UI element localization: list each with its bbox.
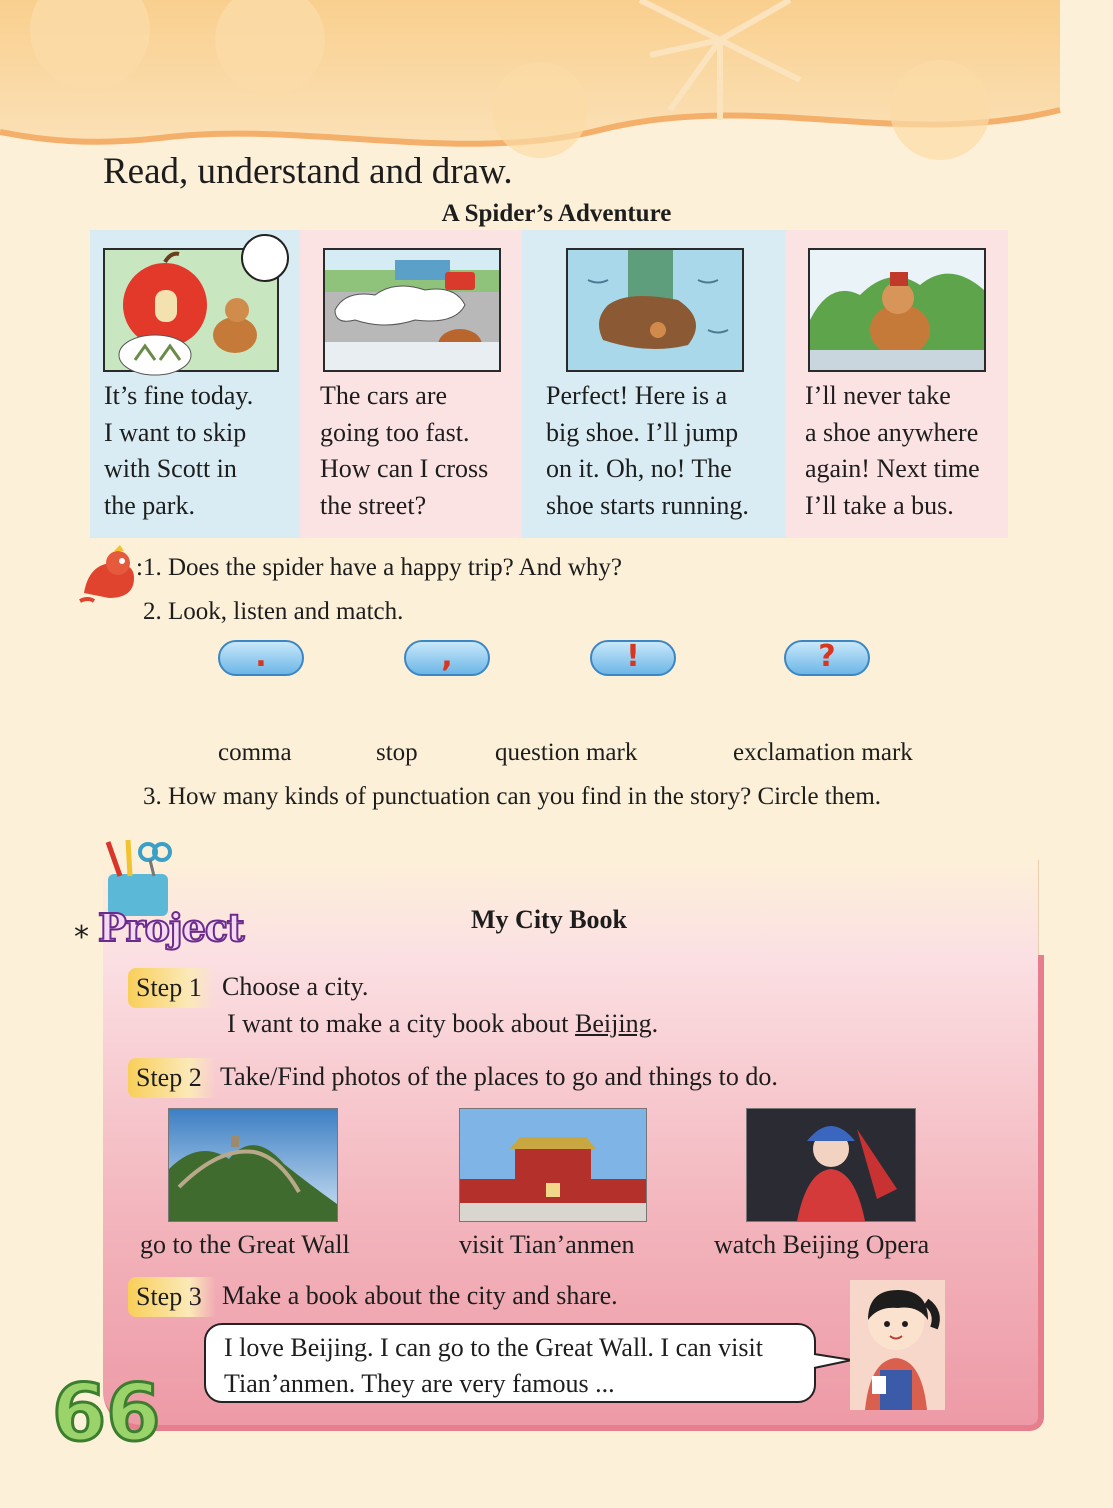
step-1-text: Choose a city. xyxy=(222,972,369,1001)
panel-2-text: The cars are going too fast. How can I cross the street? xyxy=(320,381,489,520)
page-number-66-icon xyxy=(52,1369,161,1459)
step-1-tag: Step 1 xyxy=(128,968,216,1008)
panel-1-text: It’s fine today. I want to skip with Scott in the park. xyxy=(104,381,254,520)
question-3: 3. How many kinds of punctuation can you find in the story? Circle them. xyxy=(143,783,882,810)
optional-asterisk: * xyxy=(74,920,89,955)
caption-beijing-opera: watch Beijing Opera xyxy=(714,1230,930,1259)
story-panel-4 xyxy=(786,230,1008,538)
section-title: Read, understand and draw. xyxy=(103,151,513,192)
step-3-text: Make a book about the city and share. xyxy=(222,1281,618,1310)
word-question-mark[interactable]: question mark xyxy=(495,739,638,766)
panel-3-text: Perfect! Here is a big shoe. I’ll jump on it. Oh, no! The shoe starts running. xyxy=(546,381,749,520)
great-wall-photo xyxy=(168,1108,338,1222)
speech-bubble xyxy=(204,1323,816,1403)
story-panel-3 xyxy=(522,230,786,538)
word-exclamation-mark[interactable]: exclamation mark xyxy=(733,739,913,766)
step-2-tag: Step 2 xyxy=(128,1058,216,1098)
panel-4-text: I’ll never take a shoe anywhere again! Next time I’ll take a bus. xyxy=(805,381,980,520)
project-title: My City Book xyxy=(471,905,627,934)
header-decoration xyxy=(0,0,1060,170)
speech-bubble-tail xyxy=(814,1352,854,1372)
dragon-mascot-icon xyxy=(74,543,140,605)
step-2-text: Take/Find photos of the places to go and things to do. xyxy=(220,1062,778,1091)
svg-text:66: 66 xyxy=(52,1369,161,1459)
story-panel-2 xyxy=(300,230,522,538)
question-punctuation-button[interactable]: ? xyxy=(784,640,870,676)
street-cars-illustration xyxy=(323,248,501,372)
story-title: A Spider’s Adventure xyxy=(441,200,672,227)
caption-tiananmen: visit Tian’anmen xyxy=(459,1230,635,1259)
comma-punctuation-button[interactable]: , xyxy=(404,640,490,676)
big-shoe-illustration xyxy=(566,248,744,372)
speech-line-1: I love Beijing. I can go to the Great Wall. I can visit xyxy=(224,1333,763,1362)
girl-character-illustration xyxy=(850,1280,945,1410)
exclamation-punctuation-button[interactable]: ! xyxy=(590,640,676,676)
city-blank-answer: Beijing xyxy=(575,1009,652,1038)
empty-thought-bubble-icon xyxy=(240,233,290,283)
story-panel-1 xyxy=(90,230,300,538)
beijing-opera-photo xyxy=(746,1108,916,1222)
question-2: 2. Look, listen and match. xyxy=(143,598,404,625)
caption-great-wall: go to the Great Wall xyxy=(140,1230,350,1259)
speech-line-2: Tian’anmen. They are very famous ... xyxy=(224,1369,615,1398)
question-1: :1. Does the spider have a happy trip? And why? xyxy=(136,554,622,581)
tiananmen-photo xyxy=(459,1108,647,1222)
word-stop[interactable]: stop xyxy=(376,739,418,766)
word-comma[interactable]: comma xyxy=(218,739,292,766)
stop-punctuation-button[interactable]: . xyxy=(218,640,304,676)
project-label: Project xyxy=(98,905,244,950)
step-1-sentence: I want to make a city book about Beijing. xyxy=(227,1009,659,1038)
sad-spider-illustration xyxy=(808,248,986,372)
step-3-tag: Step 3 xyxy=(128,1277,216,1317)
